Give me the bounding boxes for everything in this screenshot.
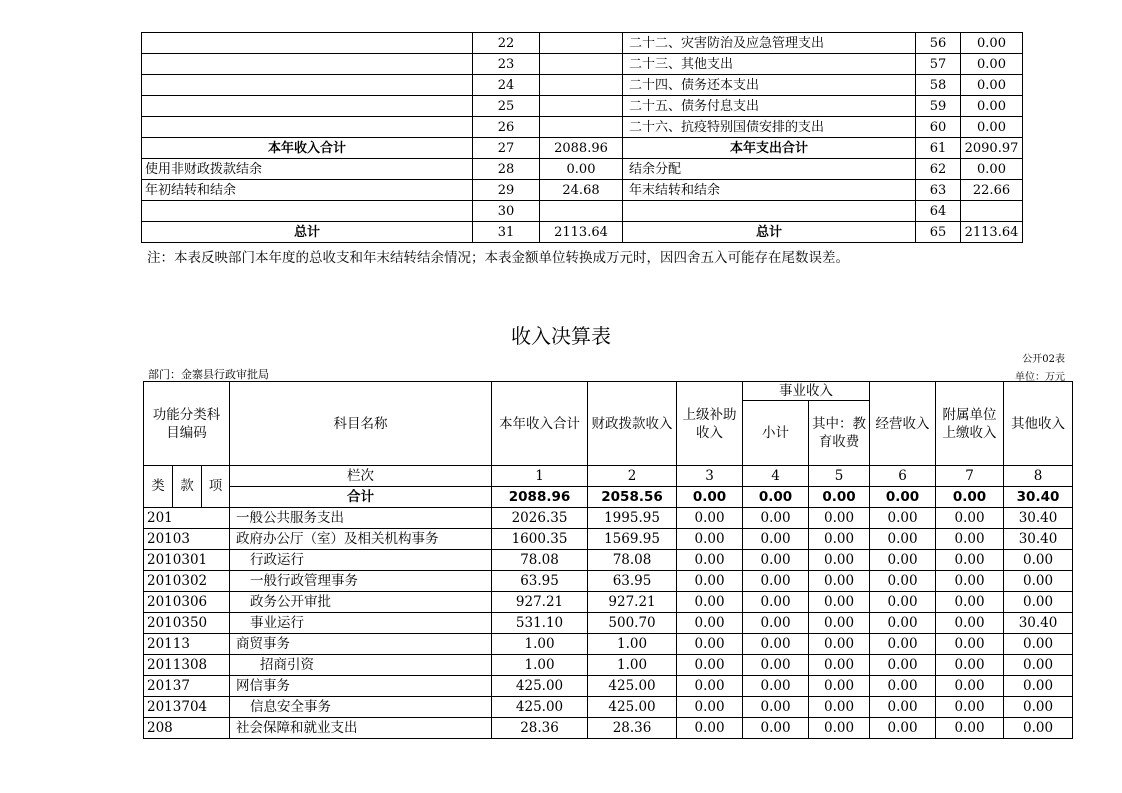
row-value: 78.08 — [492, 550, 588, 571]
summary-row — [142, 75, 1023, 96]
summary-cell-left-val: 0.00 — [540, 159, 623, 180]
row-value: 0.00 — [743, 655, 809, 676]
row-value: 425.00 — [588, 676, 677, 697]
table-row — [144, 550, 1073, 571]
summary-cell-right-val: 0.00 — [961, 75, 1023, 96]
summary-cell-left-name — [142, 54, 473, 75]
row-value: 0.00 — [677, 613, 743, 634]
header-row-1 — [144, 382, 1073, 401]
row-value: 0.00 — [677, 571, 743, 592]
table-row — [144, 571, 1073, 592]
row-value: 0.00 — [870, 697, 936, 718]
summary-cell-right-name: 结余分配 — [623, 159, 916, 180]
summary-cell-right-no: 56 — [916, 33, 961, 54]
summary-cell-right-no: 57 — [916, 54, 961, 75]
summary-row — [142, 222, 1023, 243]
row-value: 0.00 — [870, 655, 936, 676]
row-value: 0.00 — [743, 634, 809, 655]
row-value: 0.00 — [677, 718, 743, 739]
summary-cell-right-val: 2090.97 — [961, 138, 1023, 159]
summary-cell-left-val — [540, 75, 623, 96]
summary-cell-right-no: 65 — [916, 222, 961, 243]
row-value: 500.70 — [588, 613, 677, 634]
row-value: 30.40 — [1004, 613, 1073, 634]
summary-row — [142, 54, 1023, 75]
summary-cell-right-name — [623, 201, 916, 222]
row-value: 1.00 — [588, 655, 677, 676]
table-row — [144, 592, 1073, 613]
row-value: 0.00 — [809, 508, 870, 529]
row-value: 0.00 — [870, 718, 936, 739]
summary-cell-right-val: 0.00 — [961, 54, 1023, 75]
row-value: 0.00 — [936, 718, 1004, 739]
row-value: 0.00 — [743, 508, 809, 529]
summary-row — [142, 180, 1023, 201]
row-code: 2010301 — [144, 550, 230, 571]
row-subject-name: 一般行政管理事务 — [230, 571, 492, 592]
summary-cell-right-val: 0.00 — [961, 33, 1023, 54]
row-value: 531.10 — [492, 613, 588, 634]
summary-cell-right-val: 0.00 — [961, 117, 1023, 138]
summary-cell-left-val — [540, 33, 623, 54]
sum-value: 0.00 — [936, 487, 1004, 508]
row-value: 1600.35 — [492, 529, 588, 550]
column-number: 6 — [870, 466, 936, 487]
column-number: 5 — [809, 466, 870, 487]
summary-cell-left-name: 年初结转和结余 — [142, 180, 473, 201]
row-value: 28.36 — [492, 718, 588, 739]
table-row — [144, 718, 1073, 739]
table-row — [144, 697, 1073, 718]
row-code: 2010306 — [144, 592, 230, 613]
row-value: 425.00 — [492, 676, 588, 697]
row-subject-name: 政府办公厅（室）及相关机构事务 — [230, 529, 492, 550]
row-subject-name: 事业运行 — [230, 613, 492, 634]
summary-cell-right-name: 二十三、其他支出 — [623, 54, 916, 75]
row-value: 0.00 — [1004, 592, 1073, 613]
row-value: 0.00 — [743, 571, 809, 592]
header-career-edu: 其中：教育收费 — [809, 401, 870, 466]
row-value: 0.00 — [809, 592, 870, 613]
row-code: 201 — [144, 508, 230, 529]
sum-value: 0.00 — [743, 487, 809, 508]
summary-cell-right-name: 二十二、灾害防治及应急管理支出 — [623, 33, 916, 54]
row-value: 0.00 — [870, 508, 936, 529]
summary-row — [142, 138, 1023, 159]
sum-row — [144, 487, 1073, 508]
column-number: 3 — [677, 466, 743, 487]
row-value: 63.95 — [492, 571, 588, 592]
summary-cell-left-name: 本年收入合计 — [142, 138, 473, 159]
table-row — [144, 655, 1073, 676]
summary-cell-right-no: 60 — [916, 117, 961, 138]
sum-value: 2058.56 — [588, 487, 677, 508]
summary-cell-left-val: 24.68 — [540, 180, 623, 201]
summary-cell-right-name: 年末结转和结余 — [623, 180, 916, 201]
summary-cell-right-no: 61 — [916, 138, 961, 159]
summary-cell-left-no: 22 — [473, 33, 540, 54]
row-value: 0.00 — [870, 592, 936, 613]
row-code: 2010350 — [144, 613, 230, 634]
row-value: 0.00 — [936, 592, 1004, 613]
row-subject-name: 商贸事务 — [230, 634, 492, 655]
row-value: 1.00 — [492, 655, 588, 676]
row-value: 0.00 — [870, 571, 936, 592]
header-lanci: 栏次 — [230, 466, 492, 487]
row-code: 20137 — [144, 676, 230, 697]
summary-cell-left-val — [540, 117, 623, 138]
row-code: 2010302 — [144, 571, 230, 592]
row-value: 0.00 — [743, 550, 809, 571]
row-value: 0.00 — [677, 550, 743, 571]
row-subject-name: 一般公共服务支出 — [230, 508, 492, 529]
column-number: 7 — [936, 466, 1004, 487]
row-subject-name: 信息安全事务 — [230, 697, 492, 718]
summary-cell-left-no: 31 — [473, 222, 540, 243]
summary-cell-right-name: 总计 — [623, 222, 916, 243]
header-affiliate: 附属单位上缴收入 — [936, 382, 1004, 466]
summary-cell-left-name: 总计 — [142, 222, 473, 243]
row-value: 0.00 — [809, 550, 870, 571]
row-value: 1995.95 — [588, 508, 677, 529]
income-table — [143, 381, 1073, 739]
summary-cell-right-val: 0.00 — [961, 159, 1023, 180]
summary-cell-left-name — [142, 201, 473, 222]
row-value: 927.21 — [492, 592, 588, 613]
summary-cell-left-val — [540, 96, 623, 117]
summary-cell-left-no: 29 — [473, 180, 540, 201]
department-label: 部门：金寨县行政审批局 — [148, 368, 269, 381]
summary-cell-left-name — [142, 96, 473, 117]
row-subject-name: 社会保障和就业支出 — [230, 718, 492, 739]
header-other: 其他收入 — [1004, 382, 1073, 466]
summary-cell-left-name — [142, 117, 473, 138]
row-value: 28.36 — [588, 718, 677, 739]
row-value: 0.00 — [936, 508, 1004, 529]
sum-value: 0.00 — [677, 487, 743, 508]
summary-row — [142, 159, 1023, 180]
row-value: 0.00 — [936, 529, 1004, 550]
row-value: 0.00 — [677, 529, 743, 550]
row-value: 0.00 — [809, 718, 870, 739]
form-code: 公开02表 — [1022, 354, 1065, 365]
sum-value: 2088.96 — [492, 487, 588, 508]
row-value: 0.00 — [809, 634, 870, 655]
sum-label: 合计 — [230, 487, 492, 508]
row-code: 2013704 — [144, 697, 230, 718]
header-func-code: 功能分类科目编码 — [144, 382, 230, 466]
row-value: 0.00 — [870, 676, 936, 697]
header-subject: 科目名称 — [230, 382, 492, 466]
summary-cell-left-val — [540, 201, 623, 222]
summary-row — [142, 117, 1023, 138]
row-value: 0.00 — [743, 592, 809, 613]
row-value: 0.00 — [677, 634, 743, 655]
summary-cell-right-val: 22.66 — [961, 180, 1023, 201]
row-value: 0.00 — [1004, 655, 1073, 676]
summary-cell-right-no: 58 — [916, 75, 961, 96]
row-value: 0.00 — [1004, 634, 1073, 655]
header-kuan: 款 — [173, 466, 202, 508]
row-code: 208 — [144, 718, 230, 739]
row-value: 0.00 — [809, 676, 870, 697]
row-value: 0.00 — [743, 718, 809, 739]
summary-cell-left-name: 使用非财政拨款结余 — [142, 159, 473, 180]
row-value: 1569.95 — [588, 529, 677, 550]
row-value: 0.00 — [809, 655, 870, 676]
row-code: 20113 — [144, 634, 230, 655]
header-career: 事业收入 — [743, 382, 870, 401]
row-code: 20103 — [144, 529, 230, 550]
header-upper: 上级补助收入 — [677, 382, 743, 466]
row-value: 0.00 — [1004, 718, 1073, 739]
summary-cell-left-no: 27 — [473, 138, 540, 159]
header-xiang: 项 — [202, 466, 230, 508]
summary-cell-right-name: 二十六、抗疫特别国债安排的支出 — [623, 117, 916, 138]
summary-cell-right-val — [961, 201, 1023, 222]
summary-cell-right-val: 2113.64 — [961, 222, 1023, 243]
row-value: 0.00 — [809, 613, 870, 634]
header-total: 本年收入合计 — [492, 382, 588, 466]
summary-cell-left-name — [142, 75, 473, 96]
row-value: 0.00 — [936, 613, 1004, 634]
row-value: 425.00 — [492, 697, 588, 718]
row-value: 0.00 — [1004, 550, 1073, 571]
summary-row — [142, 96, 1023, 117]
summary-cell-right-val: 0.00 — [961, 96, 1023, 117]
summary-cell-right-no: 62 — [916, 159, 961, 180]
summary-cell-right-no: 64 — [916, 201, 961, 222]
row-value: 0.00 — [936, 571, 1004, 592]
summary-cell-left-val — [540, 54, 623, 75]
sum-value: 30.40 — [1004, 487, 1073, 508]
row-subject-name: 招商引资 — [230, 655, 492, 676]
summary-cell-right-name: 二十四、债务还本支出 — [623, 75, 916, 96]
sum-value: 0.00 — [809, 487, 870, 508]
summary-cell-left-no: 30 — [473, 201, 540, 222]
header-business: 经营收入 — [870, 382, 936, 466]
row-value: 0.00 — [870, 529, 936, 550]
summary-cell-left-no: 26 — [473, 117, 540, 138]
header-lei: 类 — [144, 466, 173, 508]
table-row — [144, 634, 1073, 655]
row-value: 0.00 — [936, 676, 1004, 697]
summary-row — [142, 33, 1023, 54]
row-subject-name: 行政运行 — [230, 550, 492, 571]
summary-cell-left-no: 25 — [473, 96, 540, 117]
table-row — [144, 529, 1073, 550]
summary-cell-left-name — [142, 33, 473, 54]
summary-cell-right-no: 59 — [916, 96, 961, 117]
row-value: 425.00 — [588, 697, 677, 718]
row-value: 0.00 — [870, 613, 936, 634]
row-value: 0.00 — [1004, 676, 1073, 697]
header-row-3 — [144, 466, 1073, 487]
row-value: 0.00 — [936, 550, 1004, 571]
table-row — [144, 508, 1073, 529]
row-code: 2011308 — [144, 655, 230, 676]
row-value: 0.00 — [677, 697, 743, 718]
row-value: 0.00 — [677, 676, 743, 697]
row-value: 0.00 — [870, 634, 936, 655]
row-value: 0.00 — [936, 655, 1004, 676]
row-value: 78.08 — [588, 550, 677, 571]
column-number: 2 — [588, 466, 677, 487]
row-value: 30.40 — [1004, 529, 1073, 550]
summary-table — [141, 32, 1023, 243]
summary-cell-right-name: 二十五、债务付息支出 — [623, 96, 916, 117]
row-value: 0.00 — [809, 697, 870, 718]
summary-cell-left-no: 23 — [473, 54, 540, 75]
header-fiscal: 财政拨款收入 — [588, 382, 677, 466]
row-value: 0.00 — [936, 697, 1004, 718]
summary-cell-left-no: 24 — [473, 75, 540, 96]
column-number: 8 — [1004, 466, 1073, 487]
header-career-sub: 小计 — [743, 401, 809, 466]
row-value: 0.00 — [677, 508, 743, 529]
row-value: 0.00 — [743, 697, 809, 718]
row-value: 2026.35 — [492, 508, 588, 529]
sum-value: 0.00 — [870, 487, 936, 508]
unit-label: 单位：万元 — [1015, 372, 1065, 383]
row-value: 1.00 — [588, 634, 677, 655]
row-value: 0.00 — [743, 613, 809, 634]
row-value: 63.95 — [588, 571, 677, 592]
summary-row — [142, 201, 1023, 222]
table-row — [144, 613, 1073, 634]
row-value: 0.00 — [677, 592, 743, 613]
row-value: 0.00 — [677, 655, 743, 676]
summary-cell-left-no: 28 — [473, 159, 540, 180]
row-value: 0.00 — [936, 634, 1004, 655]
row-value: 0.00 — [1004, 697, 1073, 718]
row-value: 0.00 — [809, 571, 870, 592]
row-value: 0.00 — [1004, 571, 1073, 592]
row-subject-name: 政务公开审批 — [230, 592, 492, 613]
summary-cell-left-val: 2088.96 — [540, 138, 623, 159]
column-number: 1 — [492, 466, 588, 487]
column-number: 4 — [743, 466, 809, 487]
row-value: 927.21 — [588, 592, 677, 613]
row-value: 30.40 — [1004, 508, 1073, 529]
row-value: 0.00 — [743, 676, 809, 697]
row-value: 1.00 — [492, 634, 588, 655]
row-value: 0.00 — [743, 529, 809, 550]
row-value: 0.00 — [870, 550, 936, 571]
summary-cell-left-val: 2113.64 — [540, 222, 623, 243]
page-title: 收入决算表 — [511, 324, 611, 348]
summary-cell-right-no: 63 — [916, 180, 961, 201]
row-subject-name: 网信事务 — [230, 676, 492, 697]
table-note: 注：本表反映部门本年度的总收支和年末结转结余情况；本表金额单位转换成万元时，因四舍五入可能存在尾数误差。 — [147, 250, 849, 266]
row-value: 0.00 — [809, 529, 870, 550]
table-row — [144, 676, 1073, 697]
summary-cell-right-name: 本年支出合计 — [623, 138, 916, 159]
